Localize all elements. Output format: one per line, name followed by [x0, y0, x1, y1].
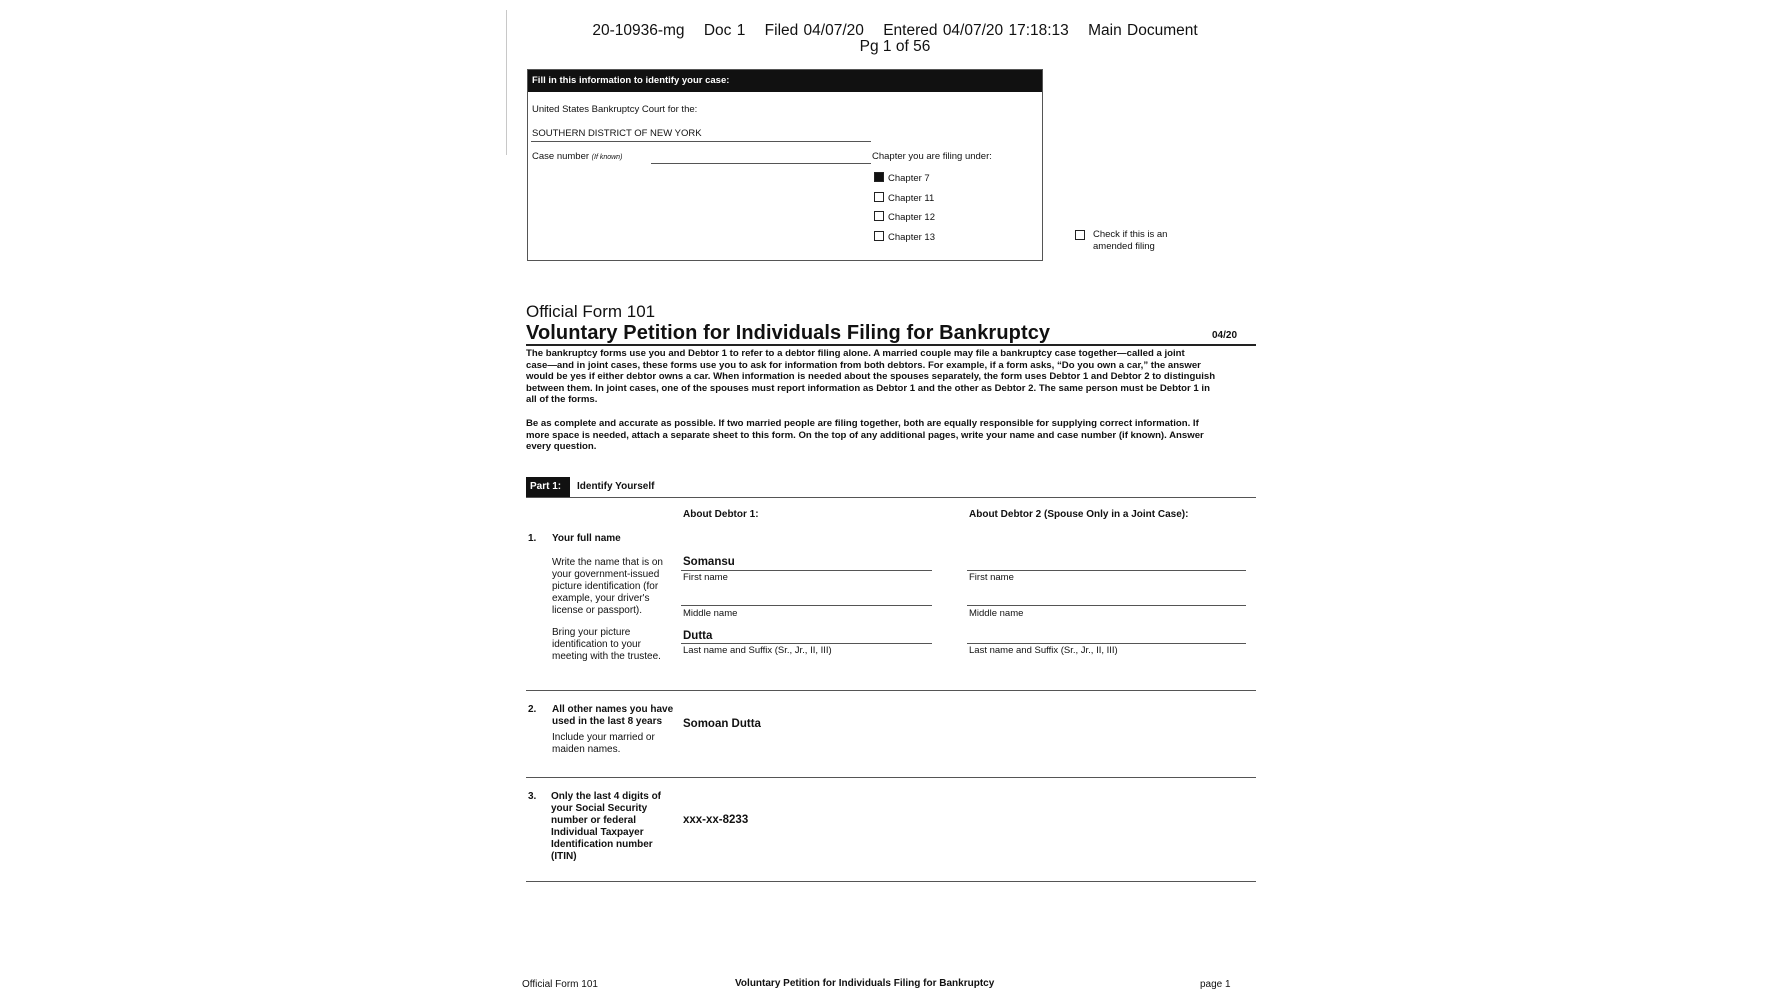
debtor-2-heading: About Debtor 2 (Spouse Only in a Joint Case):	[969, 509, 1189, 520]
q2-help: Include your married or maiden names.	[552, 732, 655, 755]
part-1-title: Identify Yourself	[577, 481, 655, 492]
debtor2-middle-name-field[interactable]	[967, 605, 1246, 606]
q3-divider	[526, 881, 1256, 882]
debtor1-first-name-field[interactable]	[681, 570, 932, 571]
q3-number: 3.	[528, 791, 537, 802]
part-1-rule	[526, 497, 1256, 498]
q1-number: 1.	[528, 533, 537, 544]
case-number-label: Case number (If known)	[532, 151, 623, 162]
q3-title: Only the last 4 digits of your Social Security number or federal Individual Taxpayer Identification number (ITIN)	[551, 791, 662, 862]
form-title: Voluntary Petition for Individuals Filing for Bankruptcy	[526, 322, 1051, 344]
chapter-7-label: Chapter 7	[888, 173, 930, 184]
if-known-note: (If known)	[591, 154, 623, 161]
court-underline	[531, 141, 871, 142]
case-number-field[interactable]	[651, 163, 871, 164]
chapter-11-checkbox[interactable]	[874, 192, 884, 202]
q1-help-1: Write the name that is on your government-issued picture identification (for example, your driver's license or passport).	[552, 557, 663, 616]
intro-paragraph-2: Be as complete and accurate as possible. If two married people are filing together, both are equally responsible for supplying correct information. If more space is needed, attach a separate sheet to this form. On the top of any additional pages, write your name and case number (if known). Answer every question.	[526, 418, 1204, 453]
main-document-label: Main Document	[1088, 22, 1198, 39]
case-info-box	[527, 69, 1043, 261]
chapter-11-label: Chapter 11	[888, 193, 935, 204]
filed-date: Filed 04/07/20	[764, 22, 864, 39]
page-edge-line	[506, 10, 507, 155]
q2-divider	[526, 777, 1256, 778]
court-label: United States Bankruptcy Court for the:	[532, 104, 698, 115]
footer-form-title: Voluntary Petition for Individuals Filing for Bankruptcy	[735, 978, 995, 989]
chapter-13-label: Chapter 13	[888, 232, 936, 243]
entered-date: Entered 04/07/20 17:18:13	[883, 22, 1069, 39]
amended-filing-checkbox[interactable]	[1075, 230, 1085, 240]
title-rule	[526, 344, 1256, 346]
court-value[interactable]: SOUTHERN DISTRICT OF NEW YORK	[532, 128, 702, 139]
q2-number: 2.	[528, 704, 537, 715]
debtor1-middle-name-label: Middle name	[683, 608, 738, 619]
other-names-value[interactable]: Somoan Dutta	[683, 718, 761, 730]
case-info-title: Fill in this information to identify your case:	[528, 70, 1042, 92]
doc-number: Doc 1	[703, 22, 746, 39]
chapter-7-checkbox[interactable]	[874, 172, 884, 182]
page-count: Pg 1 of 56	[859, 38, 931, 55]
debtor1-last-name-value[interactable]: Dutta	[683, 630, 713, 642]
chapter-13-checkbox[interactable]	[874, 231, 884, 241]
chapter-12-checkbox[interactable]	[874, 211, 884, 221]
debtor2-first-name-label: First name	[969, 572, 1014, 583]
debtor1-last-name-field[interactable]	[681, 643, 932, 644]
chapter-12-label: Chapter 12	[888, 212, 936, 223]
form-number: Official Form 101	[526, 302, 656, 321]
form-version-date: 04/20	[1212, 330, 1238, 341]
q1-help-2: Bring your picture identification to your meeting with the trustee.	[552, 627, 661, 662]
debtor-1-heading: About Debtor 1:	[683, 509, 759, 520]
debtor1-first-name-label: First name	[683, 572, 728, 583]
debtor2-last-name-field[interactable]	[967, 643, 1246, 644]
footer-form-number: Official Form 101	[522, 979, 598, 990]
debtor1-first-name-value[interactable]: Somansu	[683, 556, 735, 568]
case-number-header: 20-10936-mg	[592, 22, 685, 39]
q1-title: Your full name	[552, 533, 621, 544]
debtor1-middle-name-field[interactable]	[681, 605, 932, 606]
chapter-label: Chapter you are filing under:	[872, 151, 992, 162]
debtor2-last-name-label: Last name and Suffix (Sr., Jr., II, III)	[969, 645, 1118, 656]
q2-title: All other names you have used in the last 8 years	[552, 704, 674, 727]
debtor1-last-name-label: Last name and Suffix (Sr., Jr., II, III)	[683, 645, 832, 656]
ssn-value[interactable]: xxx-xx-8233	[683, 814, 749, 826]
intro-paragraph-1: The bankruptcy forms use you and Debtor 1 to refer to a debtor filing alone. A married couple may file a bankruptcy case together—called a joint case—and in joint cases, these forms use you to ask for information from both debtors. For example, if a form asks, “Do you own a car,” the answer would be yes if either debtor owns a car. When information is needed about the spouses separately, the form uses Debtor 1 and Debtor 2 to distinguish between them. In joint cases, one of the spouses must report information as Debtor 1 and the other as Debtor 2. The same person must be Debtor 1 in all of the forms.	[526, 348, 1216, 406]
amended-filing-label: Check if this is an amended filing	[1093, 229, 1168, 252]
part-1-tag: Part 1:	[526, 477, 570, 497]
footer-page-number: page 1	[1200, 979, 1231, 990]
debtor2-first-name-field[interactable]	[967, 570, 1246, 571]
debtor2-middle-name-label: Middle name	[969, 608, 1024, 619]
q1-divider	[526, 690, 1256, 691]
